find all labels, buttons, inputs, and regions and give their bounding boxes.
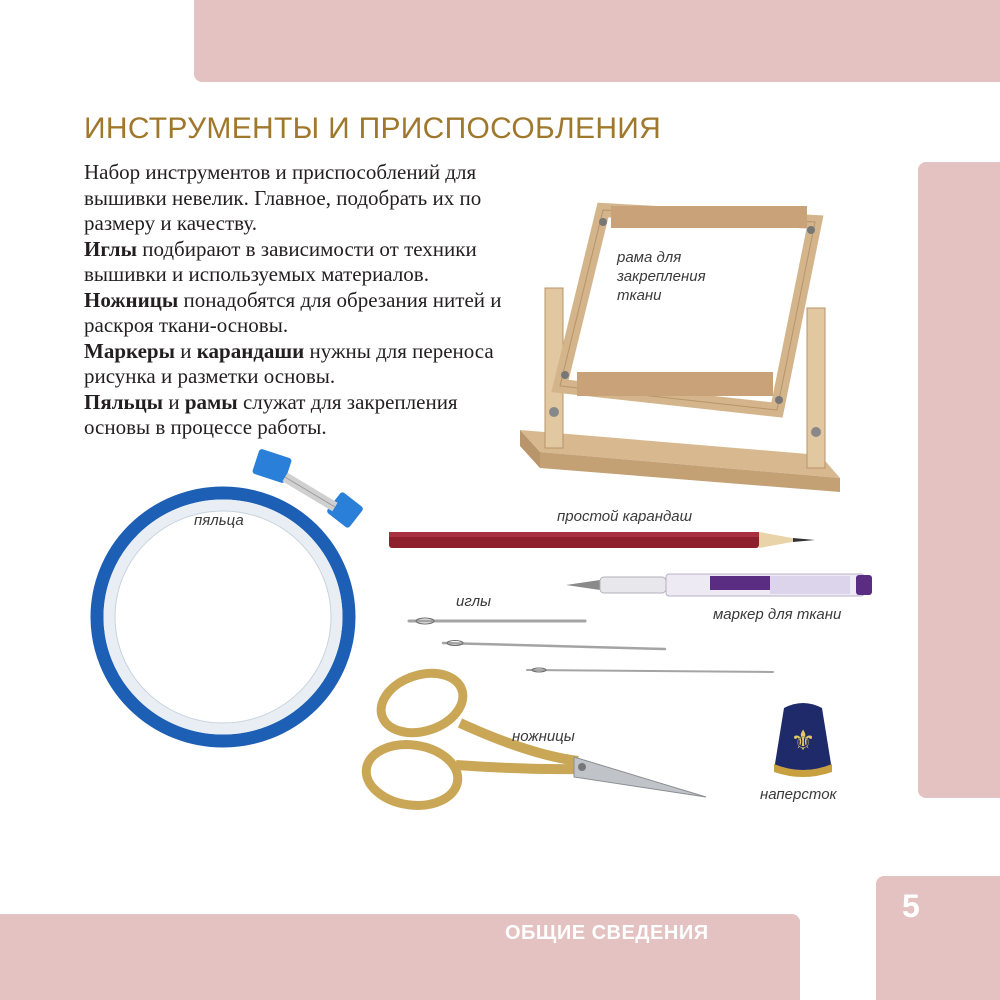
svg-text:⚜: ⚜ [790,724,816,757]
needles-label: иглы [456,593,492,610]
needles-paragraph: Иглы подбирают в зависимости от техники вышивки и используемых материалов. [84,236,477,286]
thimble-icon [770,698,836,780]
marker-label: маркер для ткани [713,606,842,623]
hoop-label: пяльца [194,512,244,529]
markers-paragraph: Маркеры и карандаши нужны для переноса рисунка и разметки основы. [84,338,494,388]
scissors-paragraph: Ножницы понадобятся для обрезания нитей и раскроя ткани-основы. [84,287,502,337]
intro-paragraph: Набор инструментов и приспособлений для вышивки невелик. Главное, подобрать их по размеру и качеству. [84,160,482,235]
page-number: 5 [902,888,920,924]
frame-label: рама для закрепления ткани [617,249,706,304]
right-decor-band [918,162,1000,798]
embroidery-frame-icon [515,200,845,492]
thimble-label: наперсток [760,786,837,803]
embroidery-hoop-icon [85,445,385,750]
hoops-paragraph: Пяльцы и рамы служат для закрепления основы в процессе работы. [84,389,458,439]
scissors-label: ножницы [512,728,575,745]
page-number-box [876,876,1000,1000]
pencil-icon [385,528,817,554]
section-title: ОБЩИЕ СВЕДЕНИЯ [505,922,709,944]
top-decor-band [194,0,1000,82]
pencil-label: простой карандаш [557,508,693,525]
page-title: ИНСТРУМЕНТЫ И ПРИСПОСОБЛЕНИЯ [84,112,662,145]
fabric-marker-icon [560,568,878,602]
intro-text [84,160,524,441]
footer-band [0,914,800,1000]
